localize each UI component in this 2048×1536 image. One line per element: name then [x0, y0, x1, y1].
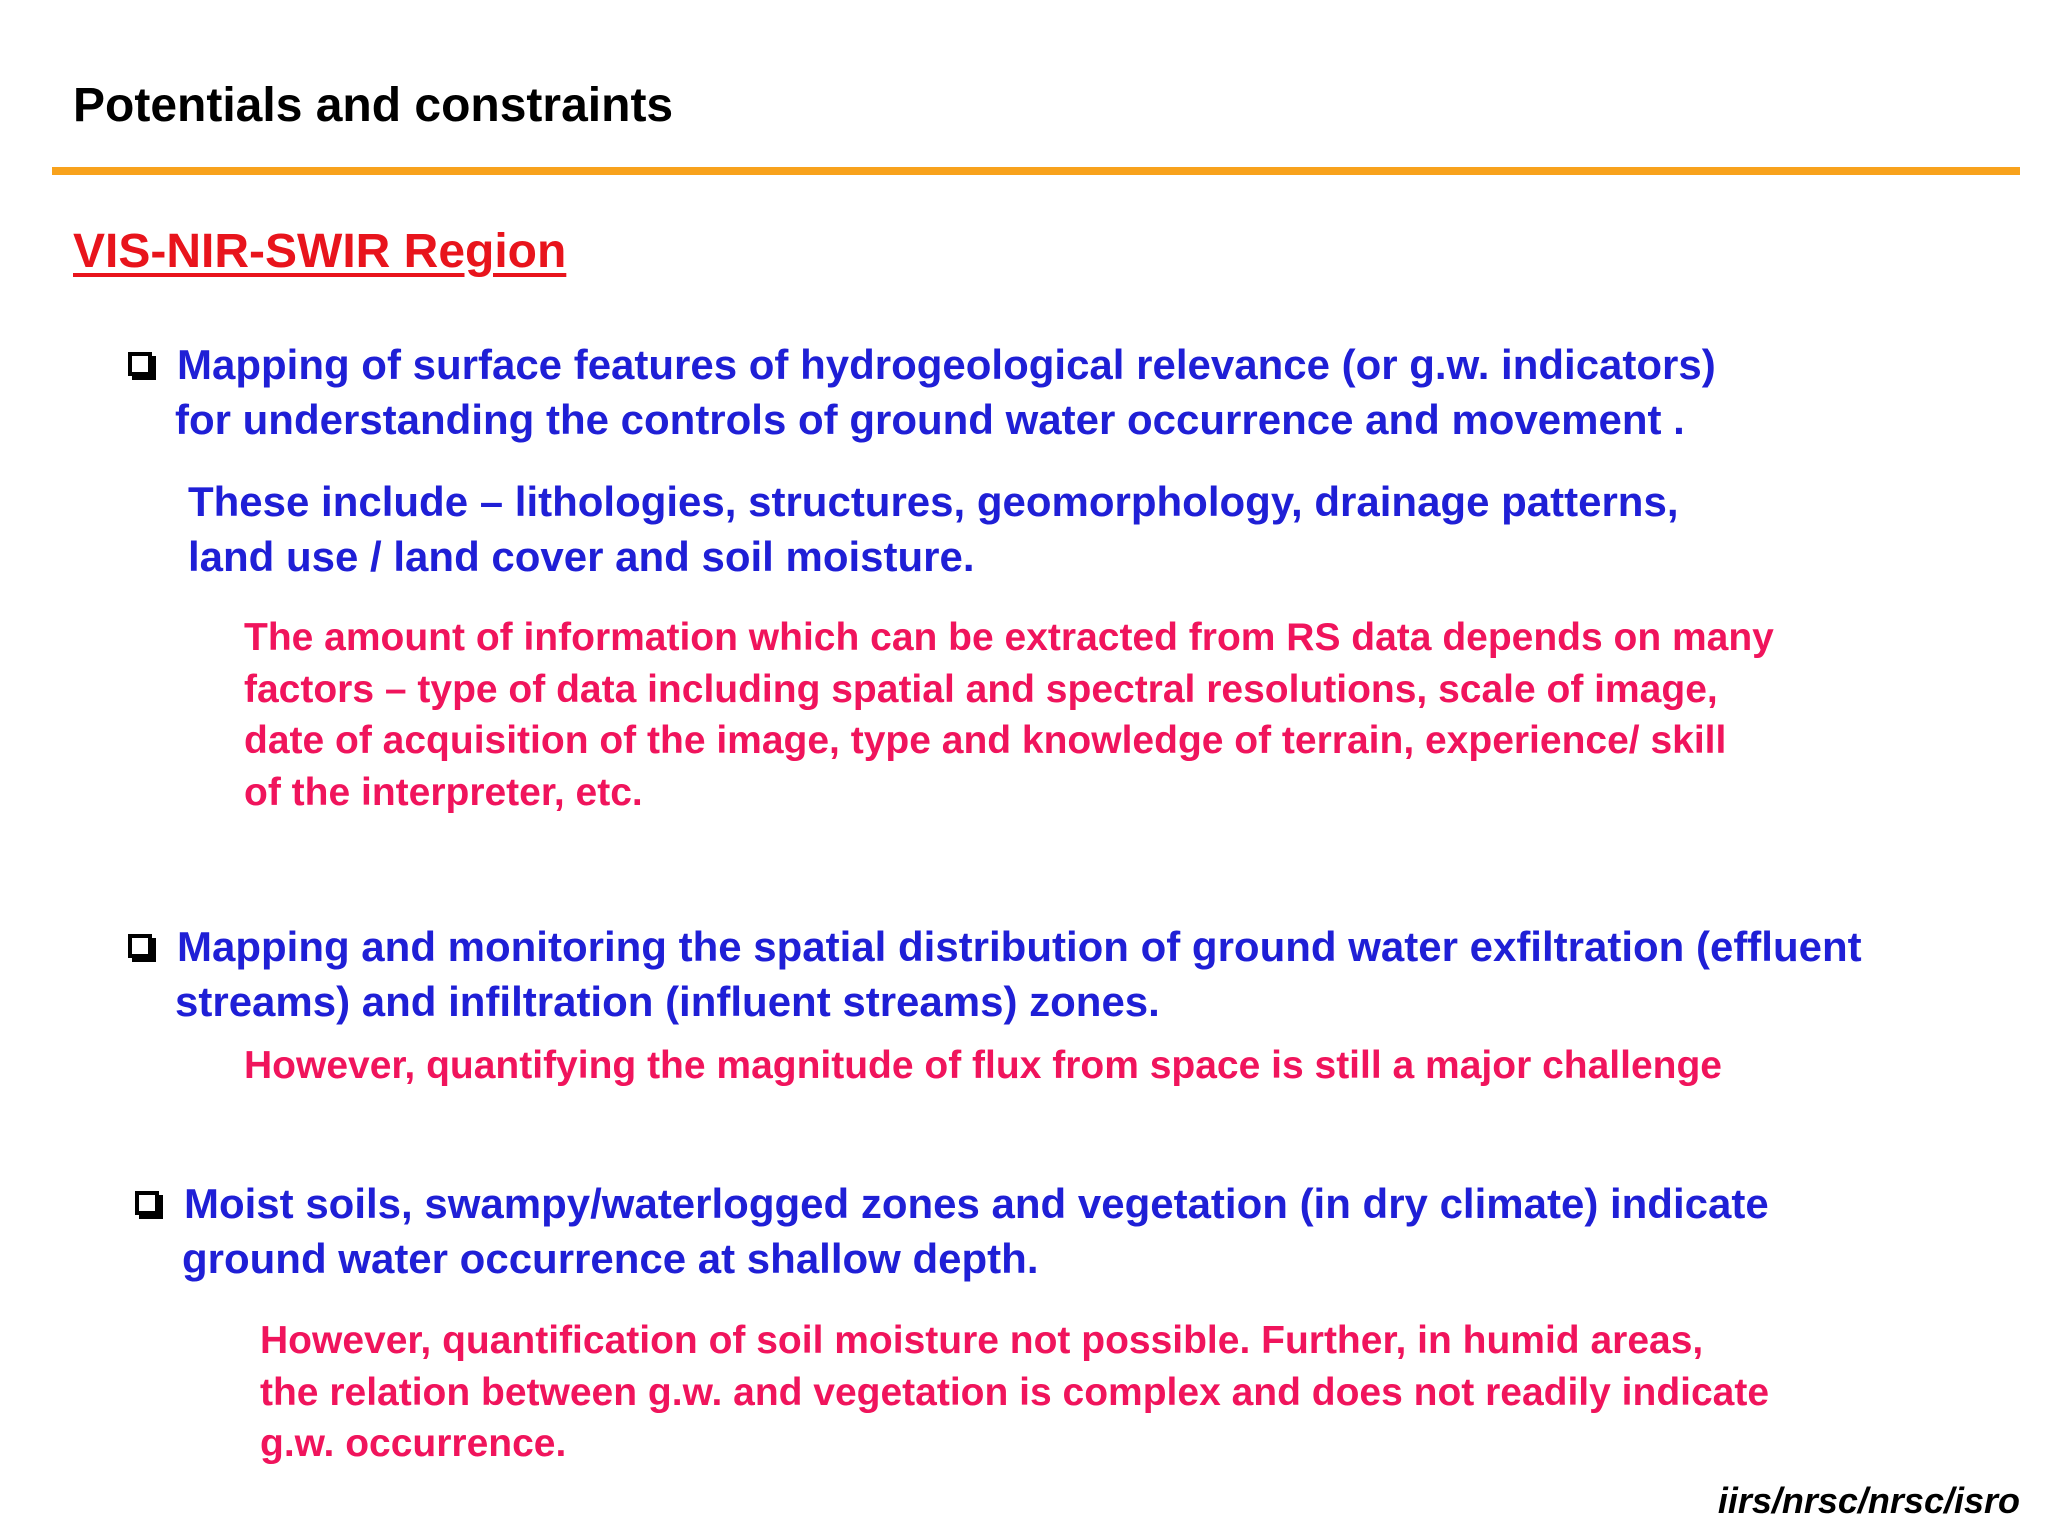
checkbox-bullet-icon [128, 934, 152, 958]
bullet-1-line-2: for understanding the controls of ground water occurrence and movement . [175, 396, 1685, 443]
note-1-line-2: factors – type of data including spatial and spectral resolutions, scale of image, [244, 667, 1718, 711]
note-3 [260, 1315, 1769, 1470]
note-1-line-1: The amount of information which can be extracted from RS data depends on many [244, 616, 1774, 659]
note-1-line-3: date of acquisition of the image, type and knowledge of terrain, experience/ skill [244, 719, 1727, 762]
bullet-1-line-1: Mapping of surface features of hydrogeological relevance (or g.w. indicators) [177, 341, 1716, 388]
note-3-line-3: g.w. occurrence. [260, 1422, 567, 1465]
bullet-3 [184, 1176, 1769, 1286]
bullet-2-line-1: Mapping and monitoring the spatial distribution of ground water exfiltration (effluent [177, 923, 1862, 970]
bullet-1 [177, 337, 1716, 447]
bullet-3-line-2: ground water occurrence at shallow depth. [182, 1235, 1039, 1282]
note-3-line-2: the relation between g.w. and vegetation is complex and does not readily indicate [260, 1370, 1770, 1414]
bullet-2 [177, 919, 1862, 1029]
checkbox-bullet-icon [128, 352, 152, 376]
note-1 [244, 612, 1774, 818]
slide-title: Potentials and constraints [73, 79, 674, 132]
section-heading: VIS-NIR-SWIR Region [73, 225, 567, 278]
note-2-line-1: However, quantifying the magnitude of flux from space is still a major challenge [244, 1044, 1722, 1087]
bullet-2-line-2: streams) and infiltration (influent streams) zones. [175, 978, 1160, 1025]
title-divider [52, 167, 2020, 175]
checkbox-bullet-icon [135, 1191, 159, 1215]
bullet-1-details [188, 474, 1679, 584]
note-2 [244, 1040, 1722, 1092]
bullet-3-line-1: Moist soils, swampy/waterlogged zones and vegetation (in dry climate) indicate [184, 1180, 1769, 1227]
note-1-line-4: of the interpreter, etc. [244, 770, 643, 814]
bullet-1-details-line-2: land use / land cover and soil moisture. [188, 533, 975, 580]
note-3-line-1: However, quantification of soil moisture not possible. Further, in humid areas, [260, 1319, 1704, 1362]
footer-credit: iirs/nrsc/nrsc/isro [1717, 1480, 2020, 1521]
bullet-1-details-line-1: These include – lithologies, structures, geomorphology, drainage patterns, [188, 478, 1679, 525]
